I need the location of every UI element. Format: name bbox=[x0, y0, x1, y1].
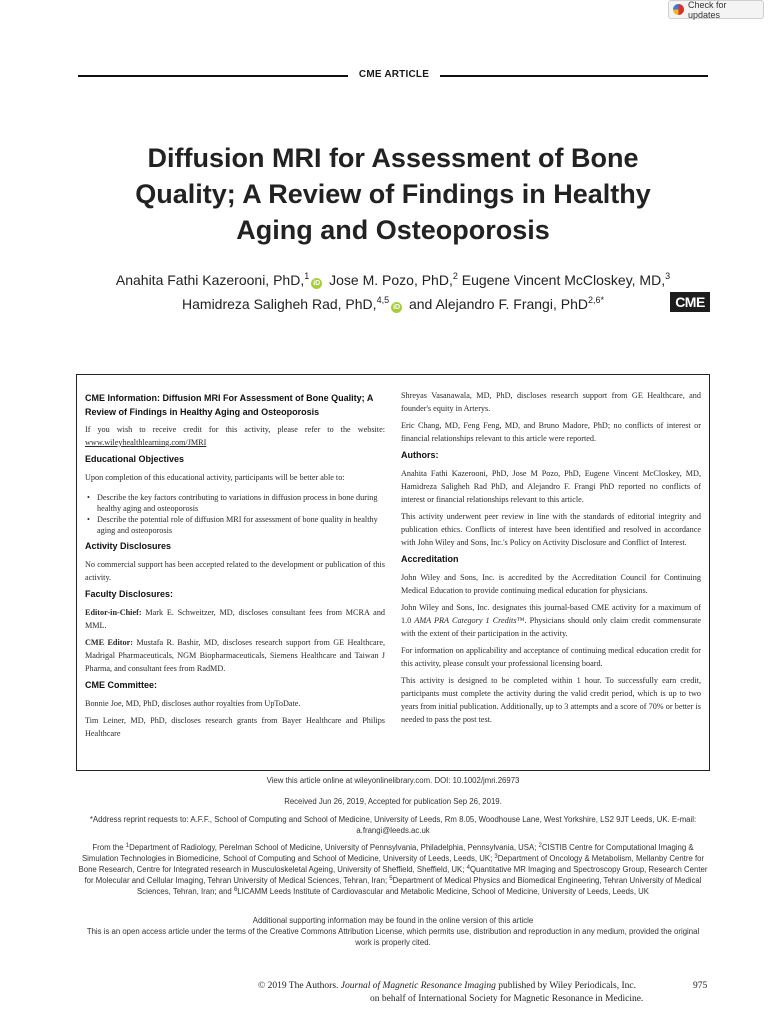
affiliation-sup: 4,5 bbox=[376, 295, 390, 305]
affiliation-sup: 3 bbox=[494, 854, 498, 860]
author-name: Jose M. Pozo, PhD, bbox=[329, 272, 453, 288]
peer-review-text: This activity underwent peer review in line with the standards of editorial integrity and publication ethics. Conflicts of interest have been identified and resolved in accordance with John Wiley and Sons, Inc.'s Policy on Activity Disclosure and Conflict of Interest. bbox=[401, 512, 701, 547]
affiliation-sup: 1 bbox=[125, 843, 130, 849]
check-for-updates-badge[interactable] bbox=[668, 0, 764, 19]
accreditation-text: For information on applicability and acceptance of continuing medical education credit for this activity, please consult your professional licensing board. bbox=[401, 646, 701, 668]
objectives-heading: Educational Objectives bbox=[85, 454, 185, 464]
author-name: Hamidreza Saligheh Rad, PhD, bbox=[182, 296, 377, 312]
society-line: on behalf of International Society for Magnetic Resonance in Medicine. bbox=[370, 994, 644, 1004]
affiliation: Department of Medical Physics and Biomedical Engineering, Tehran University of Medical Sciences, Tehran, Iran; and bbox=[136, 876, 702, 896]
orcid-icon[interactable]: iD bbox=[393, 304, 401, 311]
affiliation-sup: 1 bbox=[304, 271, 310, 281]
cme-info-box bbox=[76, 374, 710, 771]
affiliation: LICAMM Leeds Institute of Cardiovascular and Metabolic Medicine, School of Medicine, University of Leeds, Leeds, UK bbox=[237, 887, 649, 896]
committee-disclosure: Shreyas Vasanawala, MD, PhD, discloses research support from GE Healthcare, and founder's equity in Arterys. bbox=[401, 391, 701, 413]
editor-in-chief-label: Editor-in-Chief: bbox=[85, 608, 142, 617]
objectives-intro: Upon completion of this educational activity, participants will be better able to: bbox=[85, 473, 345, 482]
cme-box-left-column bbox=[85, 389, 385, 744]
cme-logo: CME bbox=[670, 292, 710, 312]
accreditation-text: This activity is designed to be completed within 1 hour. To successfully earn credit, participants must complete the activity during the valid credit period, which is up to two years from initial publication. Additionally, up to 3 attempts and a score of 70% or better is needed to pass the post test. bbox=[401, 676, 701, 724]
affiliation-sup: 4 bbox=[466, 865, 470, 871]
affiliation-sup: 3 bbox=[665, 271, 671, 281]
affiliations bbox=[74, 842, 712, 897]
cme-box-right-column bbox=[401, 389, 701, 730]
affiliation-sup: 2 bbox=[452, 271, 458, 281]
list-item: • Describe the potential role of diffusion MRI for assessment of bone quality in healthy aging and osteoporosis bbox=[85, 514, 385, 536]
journal-name: Journal of Magnetic Resonance Imaging bbox=[340, 981, 496, 991]
credit-link[interactable]: www.wileyhealthlearning.com/JMRI bbox=[85, 438, 207, 447]
affiliation-sup: 2,6* bbox=[587, 295, 604, 305]
title-line: Quality; A Review of Findings in Healthy bbox=[135, 179, 651, 209]
affiliation: CISTIB Centre for Computational Imaging & Simulation Technologies in Biomedicine, School of Computing and School of Medicine, University of Leeds, Leeds, UK; bbox=[81, 843, 694, 863]
faculty-heading: Faculty Disclosures: bbox=[85, 589, 174, 599]
affiliation-intro: From the bbox=[92, 843, 124, 852]
copyright-text: © 2019 The Authors. bbox=[258, 981, 339, 991]
header-rule-right bbox=[440, 75, 708, 77]
affiliation-sup: 2 bbox=[538, 843, 542, 849]
activity-text: No commercial support has been accepted related to the development or publication of this activity. bbox=[85, 560, 385, 582]
activity-heading: Activity Disclosures bbox=[85, 541, 172, 551]
cme-info-heading: CME Information: Diffusion MRI For Assessment of Bone Quality; A Review of Findings in Healthy Aging and Osteoporosis bbox=[85, 393, 374, 417]
affiliation: Department of Oncology & Metabolism, Mellanby Centre for Bone Research, Centre for Integrated research in Musculoskeletal Ageing, University of Sheffield, Sheffield, UK; bbox=[78, 854, 705, 874]
check-for-updates-label: Check for updates bbox=[688, 0, 727, 20]
section-label: CME ARTICLE bbox=[358, 69, 430, 80]
credit-text: If you wish to receive credit for this activity, please refer to the website: bbox=[85, 425, 385, 434]
author-list bbox=[78, 268, 708, 316]
title-line: Diffusion MRI for Assessment of Bone bbox=[147, 143, 639, 173]
committee-disclosure: Tim Leiner, MD, PhD, discloses research grants from Bayer Healthcare and Philips Healthcare bbox=[85, 716, 385, 738]
cme-editor-text: Mustafa R. Bashir, MD, discloses research support from GE Healthcare, Madrigal Pharmaceuticals, NGM Biopharmaceuticals, Siemens Healthcare and Taiwan J Pharma, and consultant fees from RadMD. bbox=[85, 638, 385, 673]
author-name: and Alejandro F. Frangi, PhD bbox=[408, 296, 588, 312]
footer-copyright-line bbox=[258, 980, 636, 993]
header-rule-left bbox=[78, 75, 348, 77]
cme-editor-label: CME Editor: bbox=[85, 638, 133, 647]
online-doi: View this article online at wileyonlinelibrary.com. DOI: 10.1002/jmri.26973 bbox=[266, 776, 520, 785]
author-name: Anahita Fathi Kazerooni, PhD, bbox=[115, 272, 305, 288]
supporting-info: Additional supporting information may be found in the online version of this article bbox=[252, 916, 534, 925]
list-item: • Describe the key factors contributing to variations in diffusion process in bone during healthy aging and osteoporosis bbox=[85, 492, 385, 514]
affiliation-sup: 5 bbox=[389, 876, 393, 882]
accreditation-text: John Wiley and Sons, Inc. is accredited by the Accreditation Council for Continuing Medical Education to provide continuing medical education for physicians. bbox=[401, 573, 701, 595]
editor-in-chief-text: Mark E. Schweitzer, MD, discloses consultant fees from MCRA and MML. bbox=[85, 608, 386, 630]
objectives-list bbox=[85, 492, 385, 536]
affiliation-sup: 6 bbox=[233, 887, 238, 893]
crossmark-icon bbox=[673, 4, 684, 15]
committee-heading: CME Committee: bbox=[85, 680, 158, 690]
affiliation: Quantitative MR Imaging and Spectroscopy Group, Research Center for Molecular and Cellular Imaging, Tehran University of Medical Sciences, Tehran, Iran; bbox=[84, 865, 708, 885]
authors-disclosure: Anahita Fathi Kazerooni, PhD, Jose M Pozo, PhD, Eugene Vincent McCloskey, MD, Hamidreza Saligheh Rad PhD, and Alejandro F. Frangi PhD reported no conflicts of interest or financial relationships relevant to this article. bbox=[401, 469, 701, 504]
credit-designation-paragraph bbox=[401, 601, 701, 640]
article-title bbox=[78, 140, 708, 248]
reprint-address: *Address reprint requests to: A.F.F., School of Computing and School of Medicine, University of Leeds, Rm 8.05, Woodhouse Lane, West Yorkshire, LS2 9JT Leeds, UK. E-mail: a.frangi@leeds.ac.uk bbox=[89, 815, 697, 835]
publisher-text: published by Wiley Periodicals, Inc. bbox=[498, 981, 636, 991]
credit-paragraph bbox=[85, 423, 385, 449]
author-name: Eugene Vincent McCloskey, MD, bbox=[461, 272, 666, 288]
orcid-icon[interactable]: iD bbox=[313, 280, 321, 287]
cme-editor-paragraph bbox=[85, 636, 385, 675]
editor-in-chief-paragraph bbox=[85, 606, 385, 632]
credit-category: AMA PRA Category 1 Credits bbox=[414, 616, 517, 625]
title-line: Aging and Osteoporosis bbox=[236, 215, 550, 245]
received-dates: Received Jun 26, 2019, Accepted for publication Sep 26, 2019. bbox=[284, 797, 502, 806]
page-number: 975 bbox=[693, 981, 708, 991]
credit-designation-tail: ™. Physicians should only claim credit commensurate with the extent of their participation in the activity. bbox=[401, 616, 702, 638]
committee-disclosure: Eric Chang, MD, Feng Feng, MD, and Bruno Madore, PhD; no conflicts of interest or financial relationships relevant to this article were reported. bbox=[401, 421, 701, 443]
accreditation-heading: Accreditation bbox=[401, 554, 459, 564]
credit-designation-text: John Wiley and Sons, Inc. designates this journal-based CME activity for a maximum of 1.0 bbox=[401, 603, 701, 625]
license-statement: This is an open access article under the terms of the Creative Commons Attribution License, which permits use, distribution and reproduction in any medium, provided the original work is properly cited. bbox=[86, 927, 700, 947]
affiliation: Department of Radiology, Perelman School of Medicine, University of Pennsylvania, Philadelphia, Pennsylvania, USA; bbox=[129, 843, 537, 852]
committee-disclosure: Bonnie Joe, MD, PhD, discloses author royalties from UpToDate. bbox=[85, 699, 301, 708]
authors-heading: Authors: bbox=[401, 450, 439, 460]
